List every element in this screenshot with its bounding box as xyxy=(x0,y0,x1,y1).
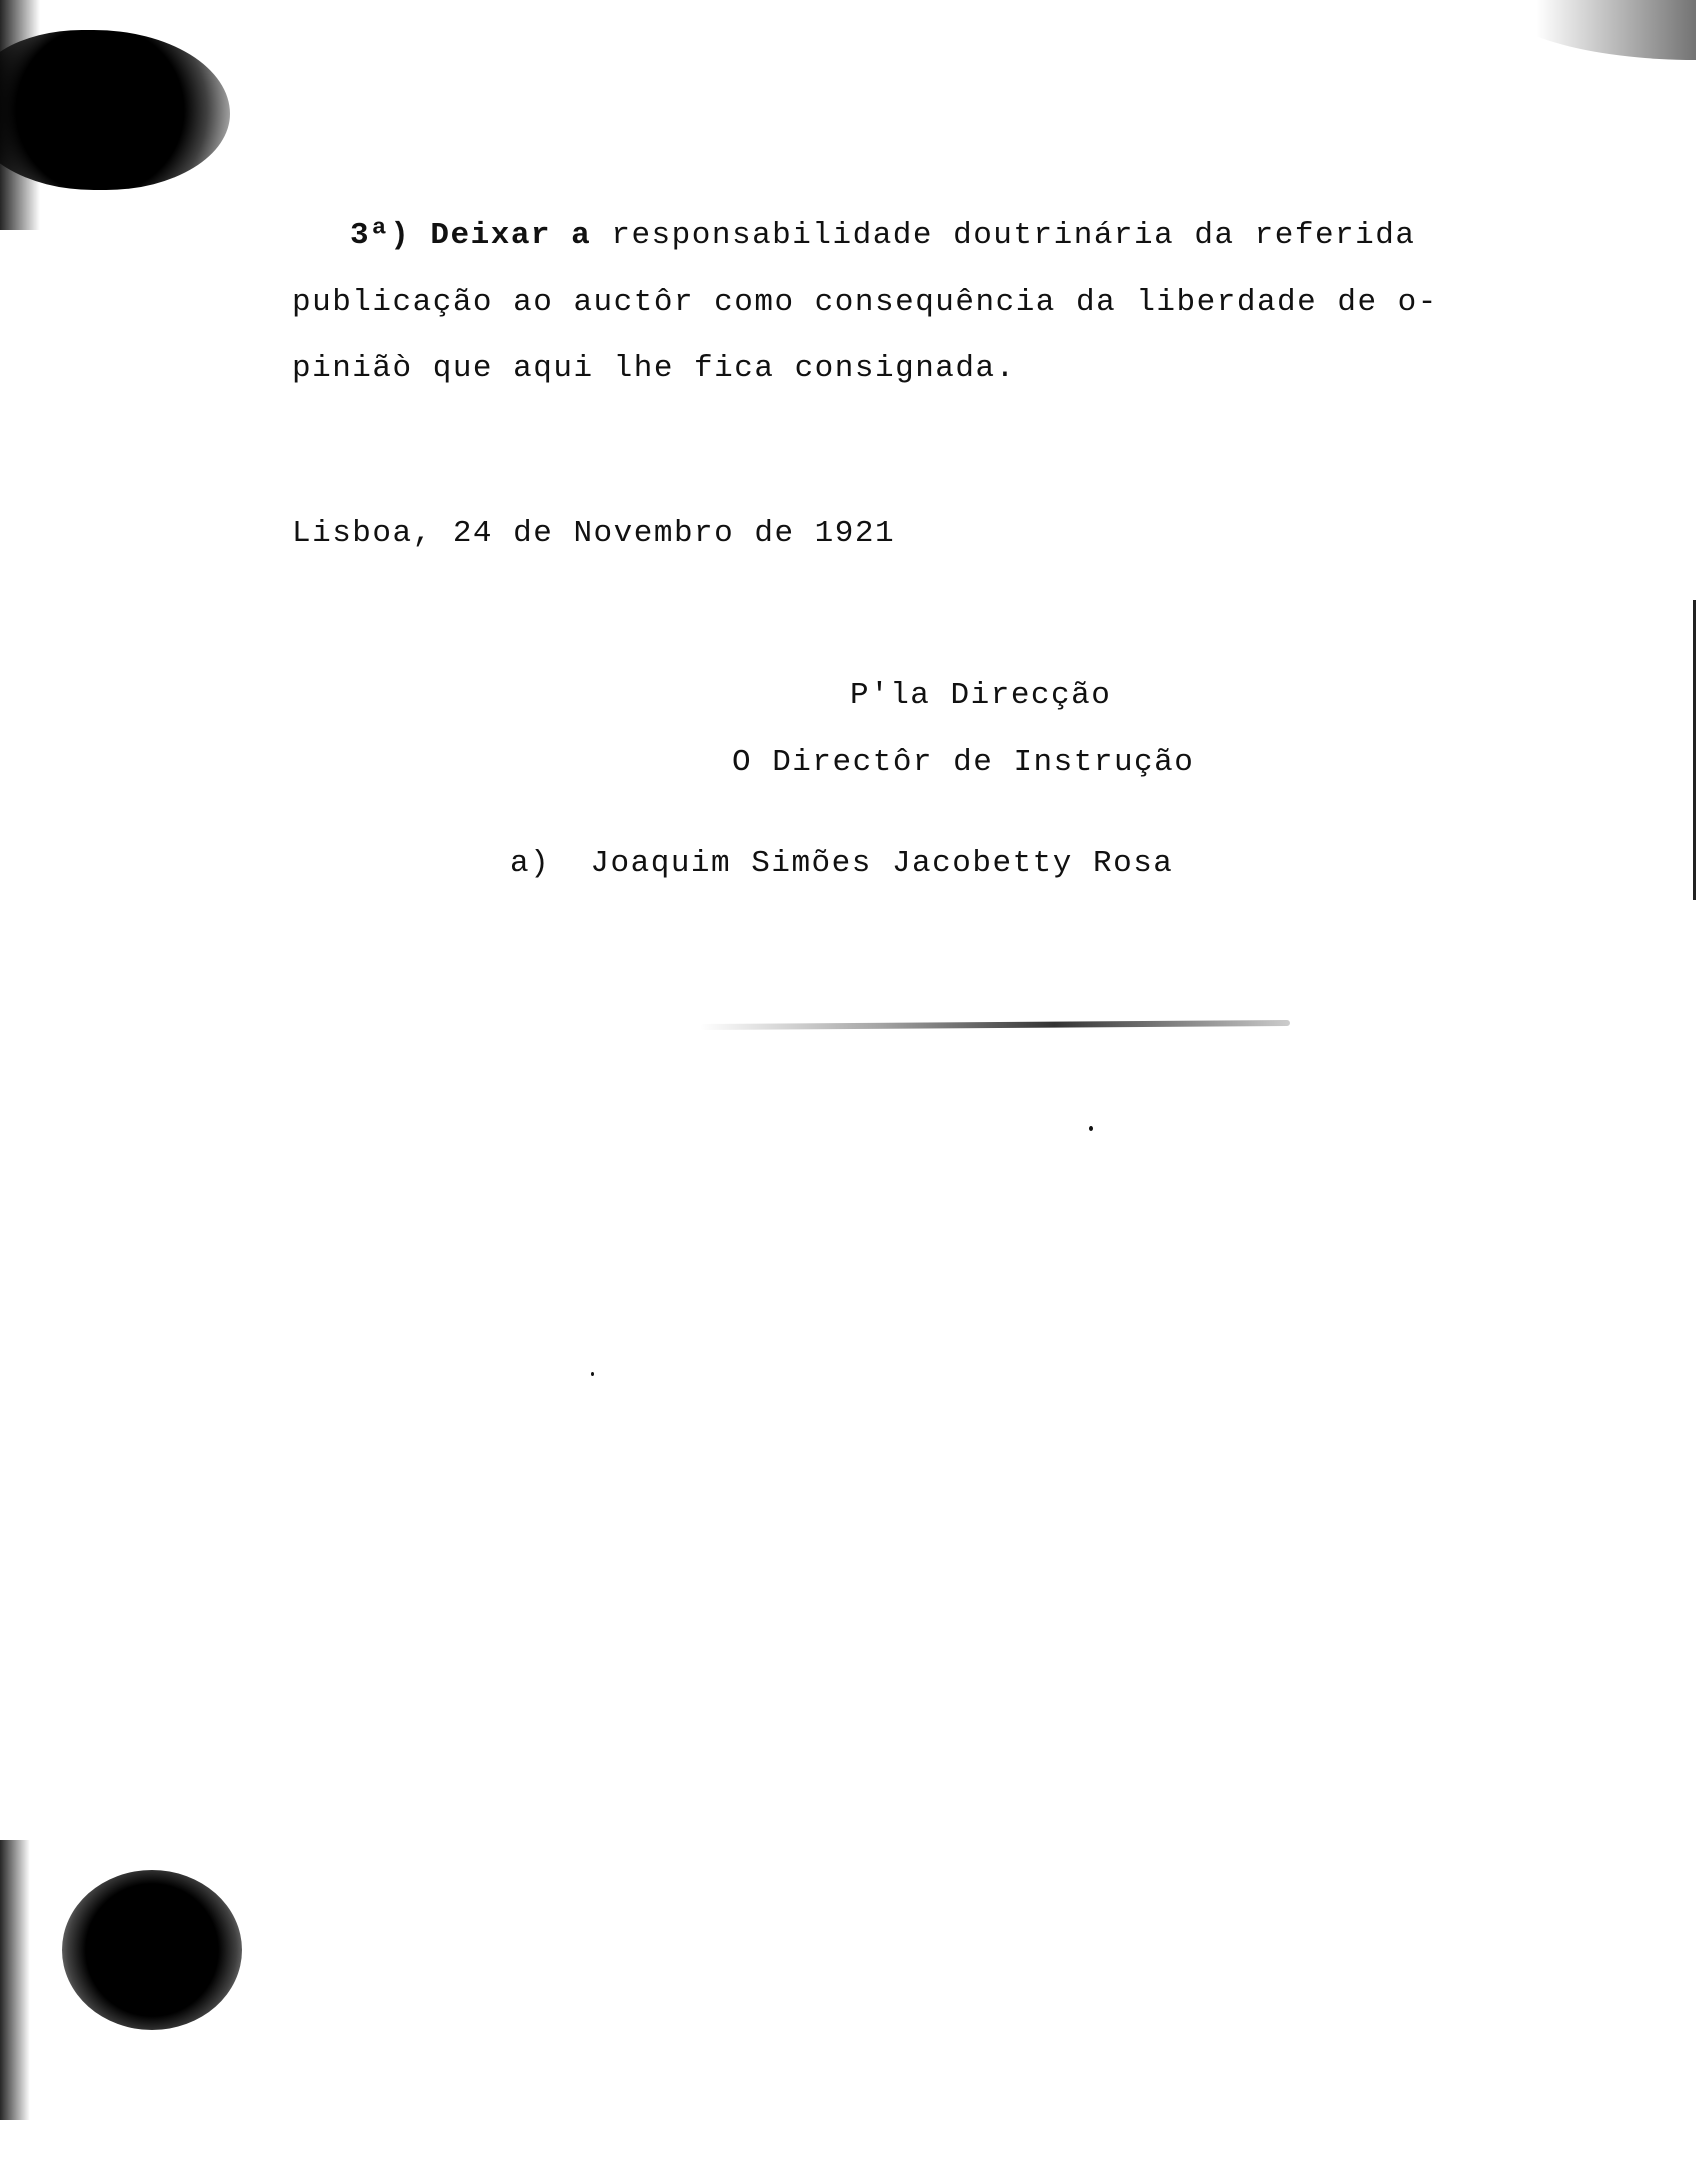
paragraph-line: publicação ao auctôr como consequência da liberdade de o- xyxy=(292,285,1438,320)
ink-speck xyxy=(591,1372,594,1376)
item-number: 3ª) xyxy=(350,218,431,253)
signatory-name: a) Joaquim Simões Jacobetty Rosa xyxy=(510,846,1174,881)
ink-speck xyxy=(1089,1126,1093,1131)
paragraph-line: piniãò que aqui lhe fica consignada. xyxy=(292,351,1016,386)
paragraph-line xyxy=(350,220,1415,251)
punch-hole-top xyxy=(0,30,230,190)
signature-title: O Directôr de Instrução xyxy=(732,745,1195,780)
punch-hole-bottom xyxy=(62,1870,242,2030)
paragraph-verb: Deixar a xyxy=(430,218,592,253)
paragraph-text: responsabilidade doutrinária da referida xyxy=(591,218,1416,253)
date-line: Lisboa, 24 de Novembro de 1921 xyxy=(292,516,896,551)
signature-heading: P'la Direcção xyxy=(850,678,1112,713)
scan-edge-shadow xyxy=(0,1840,30,2120)
ink-smudge xyxy=(700,1020,1290,1030)
scan-corner-shadow xyxy=(1496,0,1696,60)
